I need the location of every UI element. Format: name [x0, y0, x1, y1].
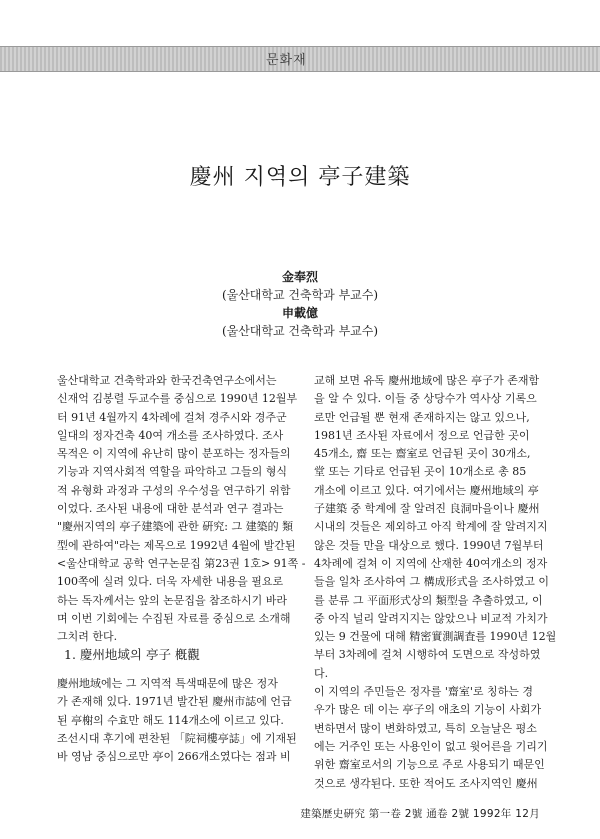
author-name: 申載億	[281, 306, 318, 320]
text-line: 을 알 수 있다. 이들 중 상당수가 역사상 기록으	[314, 392, 537, 406]
text-line: 慶州地域에는 그 지역적 특색때문에 많은 정자	[57, 677, 278, 690]
text-line: 시내의 것들은 제외하고 아직 학계에 잘 알려지지	[314, 520, 548, 534]
text-line: 하는 독자께서는 앞의 논문집을 참조하시기 바라	[57, 593, 288, 607]
text-line: 를 분류 그 平面形式상의 類型을 추출하였고, 이	[314, 593, 543, 607]
section-label: 문화재	[266, 53, 307, 68]
text-line: 조선시대 후기에 편찬된 「院祠樓亭誌」에 기재된	[57, 731, 297, 745]
text-line: 기능과 지역사회적 역할을 파악하고 그들의 형식	[57, 465, 288, 479]
text-line: 堂 또는 기타로 언급된 곳이 10개소로 총 85	[314, 465, 527, 479]
text-line: 型에 관하여"라는 제목으로 1992년 4월에 발간된	[57, 538, 296, 552]
text-line: 며 이번 기회에는 수집된 자료를 중심으로 소개해	[57, 611, 291, 625]
text-line: 터 91년 4월까지 4차례에 걸쳐 경주시와 경주군	[57, 410, 287, 424]
text-line: 1981년 조사된 자료에서 정으로 언급한 곳이	[314, 428, 530, 442]
text-line: 바 영남 중심으로만 亭이 266개소였다는 점과 비	[57, 750, 291, 764]
author-block	[0, 268, 600, 340]
text-line: 이었다. 조사된 내용에 대한 분석과 연구 결과는	[57, 502, 284, 516]
text-line: 있는 9 건물에 대해 精密實測調査를 1990년 12월	[314, 630, 557, 644]
journal-footer: 建築歷史硏究 第一卷 2號 通卷 2號 1992年 12月	[300, 808, 540, 820]
text-line: 들을 일차 조사하여 그 構成形式을 조사하였고 이	[314, 575, 549, 589]
body-column-left	[57, 372, 305, 646]
text-line: 교해 보면 유독 慶州地域에 많은 亭子가 존재함	[314, 374, 540, 387]
text-line: 가 존재해 있다. 1971년 발간된 慶州市誌에 언급	[57, 695, 292, 709]
text-line: 울산대학교 건축학과와 한국건축연구소에서는	[57, 374, 277, 387]
text-line: 로만 언급될 뿐 현재 존재하지는 않고 있으나,	[314, 410, 530, 424]
text-line: 된 亭榭의 수효만 해도 114개소에 이르고 있다.	[57, 713, 284, 727]
article-title: 慶州 지역의 亭子建築	[189, 165, 411, 190]
text-line: 변하면서 많이 변화하였고, 특히 오늘날은 평소	[314, 721, 537, 735]
text-line: "慶州지역의 亭子建築에 관한 硏究: 그 建築的 類	[57, 520, 294, 534]
body-column-right	[314, 372, 562, 793]
text-line: 개소에 이르고 있다. 여기에서는 慶州地域의 亭	[314, 483, 539, 497]
text-line: 100쪽에 실려 있다. 더욱 자세한 내용을 필요로	[57, 575, 284, 589]
text-line: 45개소, 齋 또는 齋室로 언급된 곳이 30개소,	[314, 447, 531, 461]
section-heading: 1. 慶州地域의 亭子 槪觀	[64, 647, 200, 662]
text-line: 중 아직 널리 알려지지는 않았으나 비교적 가치가	[314, 611, 548, 625]
text-line: 子建築 중 학계에 잘 알려진 良洞마을이나 慶州	[314, 502, 540, 516]
text-line: 적 유형화 과정과 구성의 우수성을 연구하기 위함	[57, 483, 291, 497]
body-column-left-continued	[57, 675, 305, 766]
text-line: 다.	[314, 666, 329, 680]
text-line: 에는 거주인 또는 사용인이 없고 윗어른을 기리기	[314, 739, 548, 753]
text-line: <울산대학교 공학 연구논문집 第23권 1호> 91쪽 -	[57, 556, 306, 570]
text-line: 것으로 생각된다. 또한 적어도 조사지역인 慶州	[314, 776, 538, 790]
author-name: 金奉烈	[281, 270, 318, 284]
text-line: 않은 것들 만을 대상으로 했다. 1990년 7월부터	[314, 538, 544, 552]
text-line: 신재억 김봉렬 두교수를 중심으로 1990년 12월부	[57, 392, 298, 406]
text-line: 일대의 정자건축 40여 개소를 조사하였다. 조사	[57, 428, 284, 442]
text-line: 그치려 한다.	[57, 630, 118, 644]
text-line: 목적은 이 지역에 유난히 많이 분포하는 정자들의	[57, 447, 291, 461]
text-line: 4차례에 걸쳐 이 지역에 산재한 40여개소의 정자	[314, 556, 548, 570]
text-line: 이 지역의 주민들은 정자를 '齋室'로 칭하는 경	[314, 685, 534, 699]
author-affiliation: (울산대학교 건축학과 부교수)	[221, 288, 379, 302]
text-line: 부터 3차례에 걸쳐 시행하여 도면으로 작성하였	[314, 648, 541, 662]
text-line: 위한 齋室로서의 기능으로 주로 사용되기 때문인	[314, 758, 545, 772]
text-line: 우가 많은 데 이는 亭子의 애초의 기능이 사회가	[314, 703, 542, 717]
author-affiliation: (울산대학교 건축학과 부교수)	[221, 324, 379, 338]
